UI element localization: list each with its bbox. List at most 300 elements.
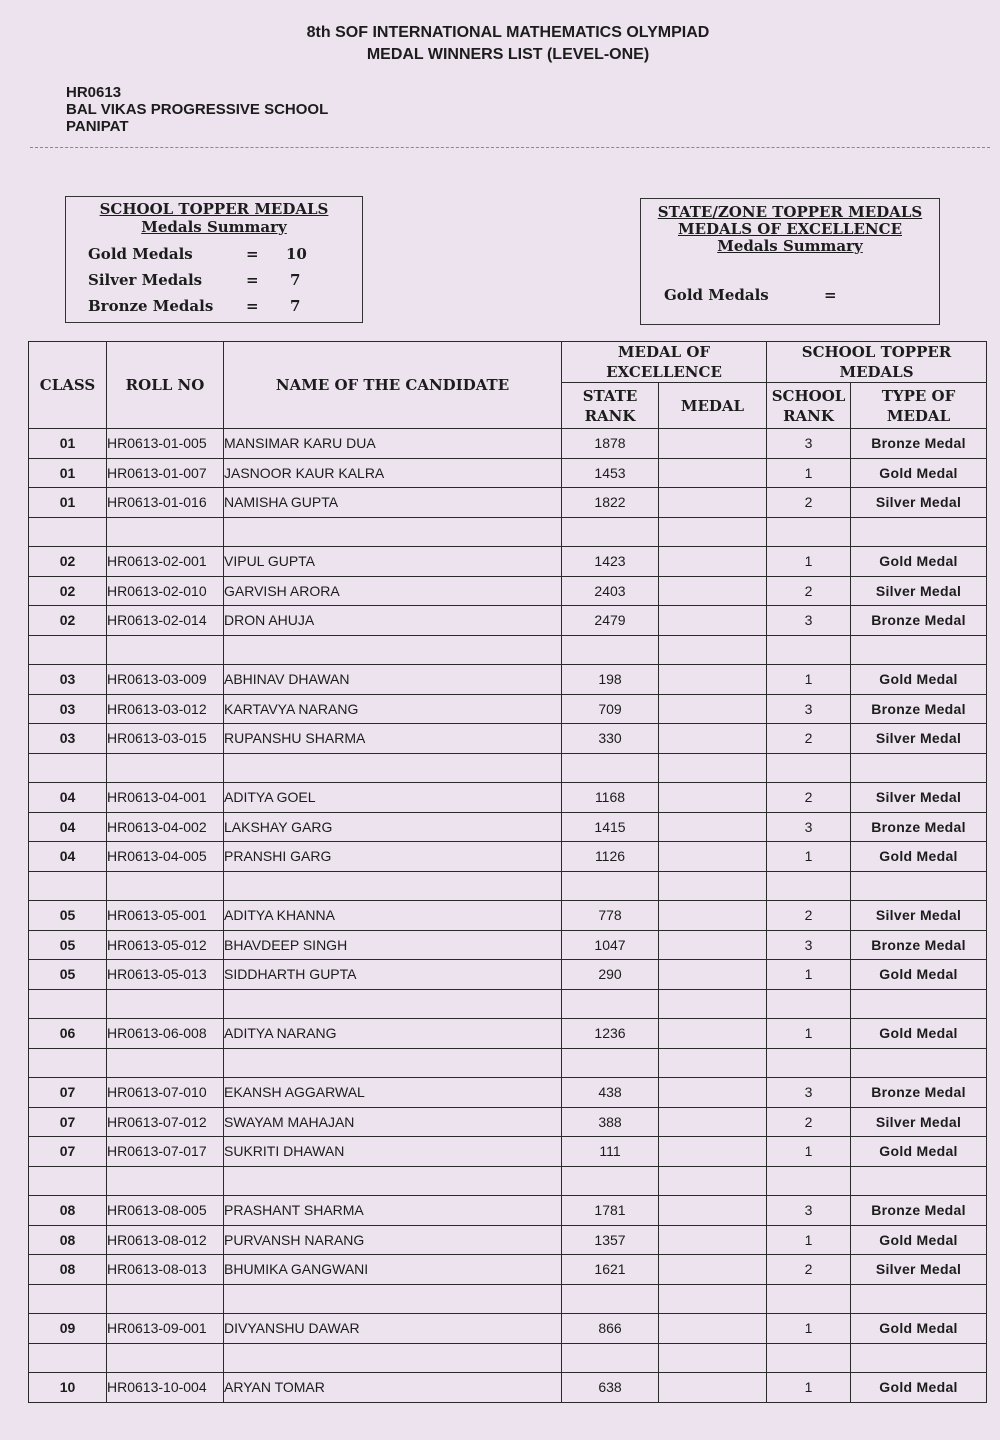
class-cell: 08 <box>29 1225 107 1255</box>
medal-cell <box>659 724 767 754</box>
medal-type-cell: Bronze Medal <box>851 429 987 459</box>
state-rank-cell: 1453 <box>562 458 659 488</box>
document-subtitle: MEDAL WINNERS LIST (LEVEL-ONE) <box>366 46 650 63</box>
class-cell: 04 <box>29 812 107 842</box>
table-row <box>29 812 987 842</box>
state-rank-cell: 1357 <box>562 1225 659 1255</box>
table-row <box>29 517 987 547</box>
roll-no-cell: HR0613-08-005 <box>107 1196 224 1226</box>
school-rank-cell: 2 <box>767 488 851 518</box>
summary-label: Gold Medals <box>88 245 193 263</box>
medal-type-cell: Silver Medal <box>851 901 987 931</box>
medal-type-cell: Gold Medal <box>851 960 987 990</box>
candidate-name-cell: GARVISH ARORA <box>224 576 562 606</box>
class-cell: 03 <box>29 665 107 695</box>
candidate-name-cell <box>224 989 562 1019</box>
state-rank-cell: 111 <box>562 1137 659 1167</box>
medal-type-cell <box>851 635 987 665</box>
school-rank-cell <box>767 635 851 665</box>
school-rank-cell: 2 <box>767 1107 851 1137</box>
state-rank-cell <box>562 635 659 665</box>
medal-cell <box>659 1196 767 1226</box>
medal-type-cell <box>851 1166 987 1196</box>
summary-label: Bronze Medals <box>88 297 214 315</box>
state-rank-cell: 1126 <box>562 842 659 872</box>
medal-type-cell: Gold Medal <box>851 1019 987 1049</box>
medal-cell <box>659 783 767 813</box>
school-rank-cell: 3 <box>767 606 851 636</box>
roll-no-cell: HR0613-07-010 <box>107 1078 224 1108</box>
school-rank-cell: 1 <box>767 458 851 488</box>
roll-no-cell <box>107 753 224 783</box>
class-cell: 07 <box>29 1107 107 1137</box>
state-rank-cell: 866 <box>562 1314 659 1344</box>
state-rank-cell <box>562 871 659 901</box>
candidate-name-cell: DIVYANSHU DAWAR <box>224 1314 562 1344</box>
header-school-topper-medals: SCHOOL TOPPER MEDALS <box>767 342 987 383</box>
candidate-name-cell: RUPANSHU SHARMA <box>224 724 562 754</box>
candidate-name-cell: BHUMIKA GANGWANI <box>224 1255 562 1285</box>
school-rank-cell <box>767 871 851 901</box>
candidate-name-cell <box>224 517 562 547</box>
candidate-name-cell <box>224 1166 562 1196</box>
header-type-of-medal: TYPE OF MEDAL <box>851 383 987 429</box>
medal-type-cell: Silver Medal <box>851 1255 987 1285</box>
summary-subheading: Medals Summary <box>717 237 863 255</box>
roll-no-cell: HR0613-03-012 <box>107 694 224 724</box>
medal-cell <box>659 1284 767 1314</box>
class-cell <box>29 989 107 1019</box>
summary-eq: = <box>246 297 259 315</box>
candidate-name-cell: EKANSH AGGARWAL <box>224 1078 562 1108</box>
header-medal: MEDAL <box>659 383 767 429</box>
medal-cell <box>659 1078 767 1108</box>
medal-type-cell: Gold Medal <box>851 1314 987 1344</box>
document-title: 8th SOF INTERNATIONAL MATHEMATICS OLYMPIAD <box>306 24 710 41</box>
candidate-name-cell <box>224 871 562 901</box>
candidate-name-cell: ARYAN TOMAR <box>224 1373 562 1403</box>
medal-cell <box>659 753 767 783</box>
state-rank-cell: 2403 <box>562 576 659 606</box>
school-rank-cell: 1 <box>767 547 851 577</box>
table-row <box>29 1137 987 1167</box>
state-rank-cell <box>562 753 659 783</box>
table-row <box>29 1048 987 1078</box>
roll-no-cell: HR0613-04-001 <box>107 783 224 813</box>
state-rank-cell <box>562 1048 659 1078</box>
class-cell: 02 <box>29 547 107 577</box>
roll-no-cell: HR0613-02-014 <box>107 606 224 636</box>
table-row <box>29 1343 987 1373</box>
roll-no-cell: HR0613-07-017 <box>107 1137 224 1167</box>
candidate-name-cell: LAKSHAY GARG <box>224 812 562 842</box>
roll-no-cell: HR0613-08-013 <box>107 1255 224 1285</box>
state-rank-cell: 290 <box>562 960 659 990</box>
state-rank-cell <box>562 989 659 1019</box>
school-rank-cell: 2 <box>767 724 851 754</box>
medal-type-cell: Gold Medal <box>851 1225 987 1255</box>
candidate-name-cell: ABHINAV DHAWAN <box>224 665 562 695</box>
table-row <box>29 547 987 577</box>
medal-type-cell: Gold Medal <box>851 547 987 577</box>
summary-heading: SCHOOL TOPPER MEDALS <box>99 200 329 218</box>
medal-type-cell: Gold Medal <box>851 665 987 695</box>
table-row <box>29 960 987 990</box>
medal-cell <box>659 576 767 606</box>
school-rank-cell: 1 <box>767 842 851 872</box>
table-row <box>29 871 987 901</box>
divider <box>30 147 990 148</box>
medal-cell <box>659 635 767 665</box>
table-row <box>29 458 987 488</box>
school-rank-cell <box>767 1166 851 1196</box>
school-rank-cell: 1 <box>767 1019 851 1049</box>
state-rank-cell: 778 <box>562 901 659 931</box>
school-info <box>66 84 328 135</box>
table-body <box>29 429 987 1403</box>
class-cell <box>29 1343 107 1373</box>
roll-no-cell: HR0613-01-016 <box>107 488 224 518</box>
table-row <box>29 901 987 931</box>
state-rank-cell: 1047 <box>562 930 659 960</box>
medal-cell <box>659 812 767 842</box>
state-rank-cell: 709 <box>562 694 659 724</box>
medal-cell <box>659 1107 767 1137</box>
state-rank-cell <box>562 1284 659 1314</box>
table-row <box>29 694 987 724</box>
class-cell: 03 <box>29 694 107 724</box>
roll-no-cell: HR0613-03-009 <box>107 665 224 695</box>
school-rank-cell: 1 <box>767 1225 851 1255</box>
state-rank-cell: 1415 <box>562 812 659 842</box>
header-state-rank: STATE RANK <box>562 383 659 429</box>
state-rank-cell: 1423 <box>562 547 659 577</box>
candidate-name-cell <box>224 1284 562 1314</box>
roll-no-cell <box>107 517 224 547</box>
class-cell: 08 <box>29 1196 107 1226</box>
roll-no-cell <box>107 1284 224 1314</box>
state-rank-cell <box>562 1166 659 1196</box>
candidate-name-cell: KARTAVYA NARANG <box>224 694 562 724</box>
medal-cell <box>659 930 767 960</box>
state-rank-cell: 2479 <box>562 606 659 636</box>
summary-value: 10 <box>286 245 307 263</box>
roll-no-cell: HR0613-05-013 <box>107 960 224 990</box>
school-rank-cell: 1 <box>767 1373 851 1403</box>
medal-type-cell: Bronze Medal <box>851 694 987 724</box>
candidate-name-cell: SUKRITI DHAWAN <box>224 1137 562 1167</box>
medal-cell <box>659 488 767 518</box>
table-row <box>29 1107 987 1137</box>
table-row <box>29 1225 987 1255</box>
table-row <box>29 635 987 665</box>
medal-type-cell: Gold Medal <box>851 458 987 488</box>
medal-cell <box>659 1137 767 1167</box>
candidate-name-cell: ADITYA GOEL <box>224 783 562 813</box>
medal-type-cell <box>851 517 987 547</box>
table-row <box>29 488 987 518</box>
table-row <box>29 783 987 813</box>
summary-value: 7 <box>290 297 301 315</box>
medal-type-cell <box>851 1048 987 1078</box>
medal-cell <box>659 960 767 990</box>
medal-cell <box>659 1166 767 1196</box>
medal-type-cell: Silver Medal <box>851 783 987 813</box>
medal-cell <box>659 1019 767 1049</box>
roll-no-cell <box>107 1166 224 1196</box>
summary-eq: = <box>824 286 837 304</box>
class-cell: 07 <box>29 1078 107 1108</box>
state-rank-cell: 330 <box>562 724 659 754</box>
table-row <box>29 1078 987 1108</box>
table-row <box>29 1314 987 1344</box>
candidate-name-cell: SIDDHARTH GUPTA <box>224 960 562 990</box>
medal-cell <box>659 517 767 547</box>
class-cell: 04 <box>29 783 107 813</box>
header-school-rank: SCHOOL RANK <box>767 383 851 429</box>
candidate-name-cell: JASNOOR KAUR KALRA <box>224 458 562 488</box>
candidate-name-cell: DRON AHUJA <box>224 606 562 636</box>
roll-no-cell: HR0613-07-012 <box>107 1107 224 1137</box>
medal-type-cell: Silver Medal <box>851 488 987 518</box>
summary-eq: = <box>246 245 259 263</box>
class-cell: 06 <box>29 1019 107 1049</box>
class-cell: 05 <box>29 901 107 931</box>
medal-winners-table <box>28 341 987 1403</box>
school-rank-cell: 1 <box>767 1137 851 1167</box>
table-row <box>29 1019 987 1049</box>
class-cell <box>29 1048 107 1078</box>
candidate-name-cell: BHAVDEEP SINGH <box>224 930 562 960</box>
class-cell: 09 <box>29 1314 107 1344</box>
state-rank-cell <box>562 1343 659 1373</box>
candidate-name-cell: PRANSHI GARG <box>224 842 562 872</box>
medal-cell <box>659 989 767 1019</box>
summary-label: Gold Medals <box>664 286 769 304</box>
medal-cell <box>659 1255 767 1285</box>
medal-type-cell: Silver Medal <box>851 1107 987 1137</box>
school-rank-cell: 3 <box>767 812 851 842</box>
class-cell: 08 <box>29 1255 107 1285</box>
medal-type-cell <box>851 1343 987 1373</box>
state-rank-cell: 1822 <box>562 488 659 518</box>
class-cell: 10 <box>29 1373 107 1403</box>
school-rank-cell: 3 <box>767 1196 851 1226</box>
roll-no-cell <box>107 635 224 665</box>
state-rank-cell <box>562 517 659 547</box>
candidate-name-cell: MANSIMAR KARU DUA <box>224 429 562 459</box>
medal-type-cell <box>851 871 987 901</box>
roll-no-cell: HR0613-02-001 <box>107 547 224 577</box>
candidate-name-cell <box>224 1048 562 1078</box>
summary-value: 7 <box>290 271 301 289</box>
class-cell: 05 <box>29 960 107 990</box>
medal-cell <box>659 1343 767 1373</box>
class-cell <box>29 871 107 901</box>
school-city: PANIPAT <box>66 118 129 135</box>
roll-no-cell: HR0613-02-010 <box>107 576 224 606</box>
class-cell: 02 <box>29 576 107 606</box>
table-row <box>29 1255 987 1285</box>
medal-type-cell: Silver Medal <box>851 576 987 606</box>
class-cell <box>29 517 107 547</box>
school-rank-cell <box>767 989 851 1019</box>
state-rank-cell: 1781 <box>562 1196 659 1226</box>
medal-type-cell: Bronze Medal <box>851 812 987 842</box>
roll-no-cell <box>107 1343 224 1373</box>
candidate-name-cell: NAMISHA GUPTA <box>224 488 562 518</box>
state-topper-summary-box <box>640 198 940 325</box>
class-cell <box>29 753 107 783</box>
table-row <box>29 1166 987 1196</box>
class-cell: 04 <box>29 842 107 872</box>
medal-cell <box>659 606 767 636</box>
summary-heading: STATE/ZONE TOPPER MEDALS <box>657 203 923 221</box>
school-rank-cell: 1 <box>767 960 851 990</box>
school-rank-cell <box>767 1343 851 1373</box>
state-rank-cell: 638 <box>562 1373 659 1403</box>
medal-type-cell <box>851 989 987 1019</box>
state-rank-cell: 388 <box>562 1107 659 1137</box>
roll-no-cell: HR0613-01-007 <box>107 458 224 488</box>
medal-cell <box>659 1314 767 1344</box>
school-rank-cell: 2 <box>767 901 851 931</box>
school-code: HR0613 <box>66 84 122 101</box>
school-rank-cell <box>767 517 851 547</box>
header-roll-no: ROLL NO <box>107 342 224 429</box>
school-rank-cell <box>767 1048 851 1078</box>
medal-cell <box>659 547 767 577</box>
medal-cell <box>659 694 767 724</box>
candidate-name-cell: ADITYA NARANG <box>224 1019 562 1049</box>
state-rank-cell: 198 <box>562 665 659 695</box>
class-cell <box>29 1284 107 1314</box>
header-candidate-name: NAME OF THE CANDIDATE <box>224 342 562 429</box>
medal-type-cell: Silver Medal <box>851 724 987 754</box>
candidate-name-cell <box>224 753 562 783</box>
medal-cell <box>659 871 767 901</box>
table-row <box>29 576 987 606</box>
state-rank-cell: 1878 <box>562 429 659 459</box>
medal-cell <box>659 842 767 872</box>
summary-eq: = <box>246 271 259 289</box>
roll-no-cell: HR0613-05-012 <box>107 930 224 960</box>
class-cell <box>29 635 107 665</box>
school-rank-cell: 1 <box>767 665 851 695</box>
table-row <box>29 989 987 1019</box>
class-cell: 02 <box>29 606 107 636</box>
school-rank-cell: 2 <box>767 783 851 813</box>
roll-no-cell <box>107 871 224 901</box>
summary-subheading: MEDALS OF EXCELLENCE <box>677 220 902 238</box>
medal-type-cell: Bronze Medal <box>851 930 987 960</box>
class-cell: 03 <box>29 724 107 754</box>
class-cell: 01 <box>29 458 107 488</box>
candidate-name-cell: SWAYAM MAHAJAN <box>224 1107 562 1137</box>
medal-type-cell: Bronze Medal <box>851 1078 987 1108</box>
medal-cell <box>659 429 767 459</box>
candidate-name-cell: PRASHANT SHARMA <box>224 1196 562 1226</box>
school-topper-summary-box <box>65 196 363 323</box>
candidate-name-cell: VIPUL GUPTA <box>224 547 562 577</box>
candidate-name-cell <box>224 1343 562 1373</box>
table-row <box>29 724 987 754</box>
medal-cell <box>659 1048 767 1078</box>
header-class: CLASS <box>29 342 107 429</box>
medal-type-cell: Gold Medal <box>851 1137 987 1167</box>
roll-no-cell: HR0613-10-004 <box>107 1373 224 1403</box>
medal-cell <box>659 1225 767 1255</box>
candidate-name-cell: PURVANSH NARANG <box>224 1225 562 1255</box>
roll-no-cell: HR0613-04-002 <box>107 812 224 842</box>
summary-subheading: Medals Summary <box>141 218 287 236</box>
state-rank-cell: 1168 <box>562 783 659 813</box>
table-row <box>29 665 987 695</box>
table-row <box>29 753 987 783</box>
class-cell: 01 <box>29 488 107 518</box>
school-rank-cell: 3 <box>767 1078 851 1108</box>
roll-no-cell: HR0613-01-005 <box>107 429 224 459</box>
school-rank-cell: 3 <box>767 429 851 459</box>
school-rank-cell: 2 <box>767 1255 851 1285</box>
medal-cell <box>659 1373 767 1403</box>
table-row <box>29 930 987 960</box>
medal-cell <box>659 901 767 931</box>
table-row <box>29 1284 987 1314</box>
roll-no-cell: HR0613-04-005 <box>107 842 224 872</box>
roll-no-cell: HR0613-05-001 <box>107 901 224 931</box>
candidate-name-cell: ADITYA KHANNA <box>224 901 562 931</box>
medal-cell <box>659 458 767 488</box>
header-medal-of-excellence: MEDAL OF EXCELLENCE <box>562 342 767 383</box>
state-rank-cell: 1236 <box>562 1019 659 1049</box>
school-rank-cell: 1 <box>767 1314 851 1344</box>
roll-no-cell: HR0613-03-015 <box>107 724 224 754</box>
medal-type-cell: Bronze Medal <box>851 1196 987 1226</box>
candidate-name-cell <box>224 635 562 665</box>
state-rank-cell: 438 <box>562 1078 659 1108</box>
table-row <box>29 1373 987 1403</box>
school-rank-cell: 3 <box>767 694 851 724</box>
school-rank-cell: 2 <box>767 576 851 606</box>
school-name: BAL VIKAS PROGRESSIVE SCHOOL <box>66 101 329 118</box>
school-rank-cell <box>767 1284 851 1314</box>
summary-label: Silver Medals <box>88 271 203 289</box>
roll-no-cell: HR0613-08-012 <box>107 1225 224 1255</box>
roll-no-cell <box>107 989 224 1019</box>
roll-no-cell: HR0613-09-001 <box>107 1314 224 1344</box>
roll-no-cell <box>107 1048 224 1078</box>
class-cell: 01 <box>29 429 107 459</box>
class-cell <box>29 1166 107 1196</box>
table-row <box>29 606 987 636</box>
class-cell: 07 <box>29 1137 107 1167</box>
medal-cell <box>659 665 767 695</box>
medal-type-cell <box>851 753 987 783</box>
table-row <box>29 842 987 872</box>
school-rank-cell <box>767 753 851 783</box>
medal-type-cell: Gold Medal <box>851 842 987 872</box>
state-rank-cell: 1621 <box>562 1255 659 1285</box>
medal-type-cell: Bronze Medal <box>851 606 987 636</box>
table-row <box>29 1196 987 1226</box>
roll-no-cell: HR0613-06-008 <box>107 1019 224 1049</box>
medal-type-cell: Gold Medal <box>851 1373 987 1403</box>
medal-type-cell <box>851 1284 987 1314</box>
school-rank-cell: 3 <box>767 930 851 960</box>
table-row <box>29 429 987 459</box>
class-cell: 05 <box>29 930 107 960</box>
